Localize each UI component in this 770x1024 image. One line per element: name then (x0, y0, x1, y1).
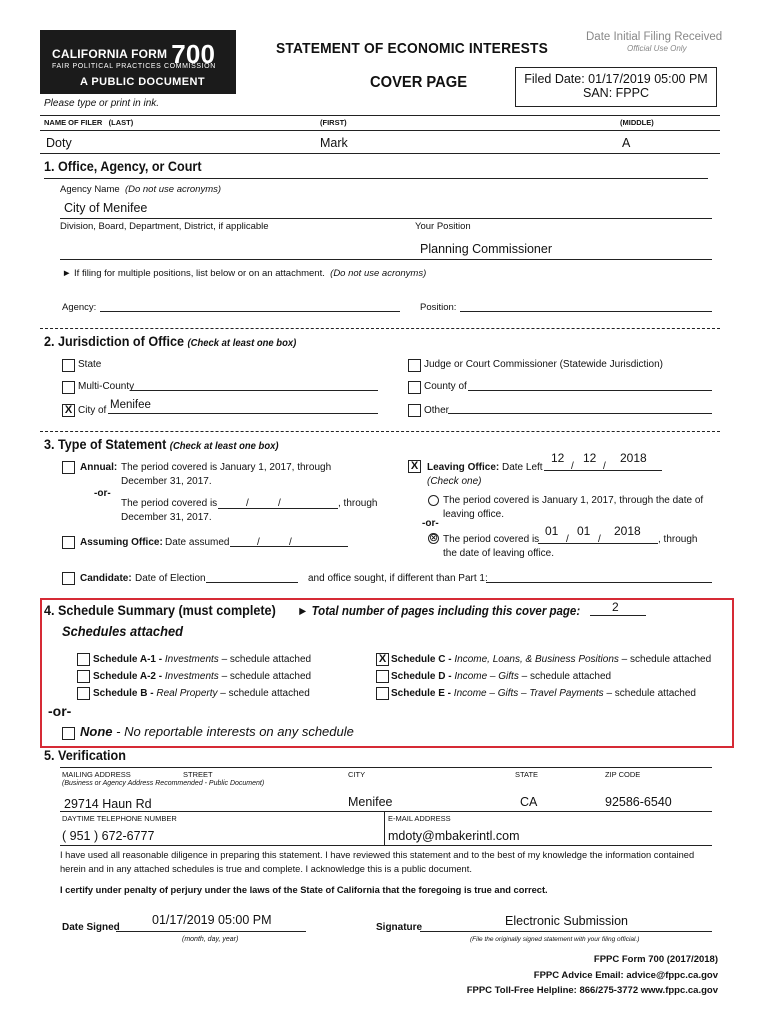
section4-heading: 4. Schedule Summary (must complete) (44, 602, 276, 618)
period-year[interactable]: 2018 (614, 524, 641, 538)
leaving-checkbox[interactable]: X (408, 460, 421, 473)
other-checkbox[interactable] (408, 404, 421, 417)
candidate-checkbox[interactable] (62, 572, 75, 585)
leaving-option-2-text: The period covered is (443, 534, 540, 545)
total-pages-label: ► Total number of pages including this cover page: (297, 604, 581, 618)
city-label: CITY (348, 770, 366, 779)
position-value[interactable]: Planning Commissioner (420, 242, 553, 256)
middle-label: (MIDDLE) (620, 118, 654, 127)
division-label: Division, Board, Department, District, if applicable (60, 221, 269, 232)
annual-label: Annual: (80, 462, 118, 473)
section3-heading: 3. Type of Statement (Check at least one box) (44, 436, 279, 452)
other-label: Other (424, 405, 450, 416)
schedule-d-label: Schedule D - Income – Gifts – schedule attached (391, 671, 612, 682)
form-number: 700 (171, 39, 216, 69)
form-badge (40, 30, 236, 94)
schedule-a1-checkbox[interactable] (77, 653, 90, 666)
election-date-label: Date of Election (135, 573, 206, 584)
email-value[interactable]: mdoty@mbakerintl.com (388, 829, 520, 843)
section2-heading: 2. Jurisdiction of Office (Check at least one box) (44, 333, 297, 349)
street-label: STREET (183, 770, 213, 779)
date-assumed-label: Date assumed (165, 537, 230, 548)
your-position-label: Your Position (415, 221, 471, 232)
date-signed-label: Date Signed (62, 922, 120, 933)
signature-hint: (File the originally signed statement with your filing official.) (470, 936, 640, 943)
zip-value[interactable]: 92586-6540 (605, 795, 672, 809)
multi-county-label: Multi-County (78, 381, 135, 392)
schedule-a2-checkbox[interactable] (77, 670, 90, 683)
schedules-attached-label: Schedules attached (62, 623, 183, 639)
none-checkbox[interactable] (62, 727, 75, 740)
agency-name-value[interactable]: City of Menifee (64, 201, 148, 215)
county-label: County of (424, 381, 467, 392)
section1-heading: 1. Office, Agency, or Court (44, 158, 202, 174)
leaving-option-2-text-2: the date of leaving office. (443, 548, 555, 559)
position2-label: Position: (420, 302, 457, 313)
city-of-label: City of (78, 405, 107, 416)
period-through: , through (658, 534, 698, 545)
footer-helpline: FPPC Toll-Free Helpline: 866/275-3772 www.fppc.ca.gov (466, 985, 718, 996)
schedule-b-checkbox[interactable] (77, 687, 90, 700)
agency-name-label: Agency Name (Do not use acronyms) (60, 184, 222, 195)
leaving-label: Leaving Office: (427, 462, 500, 473)
signature-value[interactable]: Electronic Submission (505, 914, 628, 928)
public-document-label: A PUBLIC DOCUMENT (80, 76, 205, 88)
check-one-label: (Check one) (427, 476, 482, 487)
filed-date: Filed Date: 01/17/2019 05:00 PM (524, 72, 708, 86)
period-month[interactable]: 01 (545, 524, 559, 538)
section5-heading: 5. Verification (44, 747, 126, 763)
leaving-or: -or- (422, 518, 439, 529)
phone-value[interactable]: ( 951 ) 672-6777 (62, 829, 155, 843)
verification-statement-1: I have used all reasonable diligence in preparing this statement. I have reviewed this statement and to the best of my knowledge the information contained (60, 850, 695, 860)
san-label: SAN: FPPC (583, 86, 649, 100)
annual-text-2: December 31, 2017. (121, 476, 212, 487)
total-pages-value[interactable]: 2 (612, 600, 619, 614)
county-checkbox[interactable] (408, 381, 421, 394)
filer-middle-name[interactable]: A (622, 136, 631, 150)
assuming-checkbox[interactable] (62, 536, 75, 549)
multi-county-checkbox[interactable] (62, 381, 75, 394)
annual-or: -or- (94, 488, 111, 499)
date-left-month[interactable]: 12 (551, 451, 565, 465)
phone-label: DAYTIME TELEPHONE NUMBER (62, 814, 177, 823)
footer-advice-email: FPPC Advice Email: advice@fppc.ca.gov (533, 970, 718, 981)
leaving-option-1-radio[interactable] (428, 495, 439, 506)
form-label: CALIFORNIA FORM 700 (52, 39, 216, 69)
leaving-option-1-text-2: leaving office. (443, 509, 504, 520)
assuming-label: Assuming Office: (80, 537, 163, 548)
none-label: None - No reportable interests on any schedule (80, 724, 354, 739)
certify-statement: I certify under penalty of perjury under the laws of the State of California that the foregoing is true and correct. (60, 885, 548, 895)
mailing-address-label: MAILING ADDRESS (62, 770, 131, 779)
date-signed-value[interactable]: 01/17/2019 05:00 PM (152, 913, 272, 927)
schedule-c-label: Schedule C - Income, Loans, & Business Positions – schedule attached (391, 654, 712, 665)
street-value[interactable]: 29714 Haun Rd (64, 797, 152, 811)
filed-stamp (515, 67, 717, 107)
schedule-a2-label: Schedule A-2 - Investments – schedule attached (93, 671, 312, 682)
filer-first-name[interactable]: Mark (320, 136, 348, 150)
email-label: E-MAIL ADDRESS (388, 814, 451, 823)
candidate-label: Candidate: (80, 573, 132, 584)
annual-checkbox[interactable] (62, 461, 75, 474)
state-label: State (78, 359, 102, 370)
date-left-year[interactable]: 2018 (620, 451, 647, 465)
verification-statement-2: herein and in any attached schedules is true and complete. I acknowledge this is a public document. (60, 864, 472, 874)
judge-label: Judge or Court Commissioner (Statewide Jurisdiction) (424, 359, 663, 370)
office-sought-label: and office sought, if different than Part 1: (308, 573, 488, 584)
city-value[interactable]: Menifee (348, 795, 393, 809)
filer-last-name[interactable]: Doty (46, 136, 72, 150)
multiple-positions-note: ► If filing for multiple positions, list below or on an attachment. (Do not use acronyms) (62, 268, 427, 279)
footer-form-version: FPPC Form 700 (2017/2018) (593, 954, 718, 965)
schedule-b-label: Schedule B - Real Property – schedule attached (93, 688, 310, 699)
city-of-value[interactable]: Menifee (110, 399, 151, 411)
commission-label: FAIR POLITICAL PRACTICES COMMISSION (52, 63, 216, 70)
annual-text-1: The period covered is January 1, 2017, through (121, 462, 332, 473)
form-subtitle: COVER PAGE (370, 74, 468, 91)
annual-text-3: The period covered is (121, 498, 218, 509)
received-label: Date Initial Filing Received (586, 31, 723, 43)
first-label: (FIRST) (320, 118, 347, 127)
leaving-option-1-text: The period covered is January 1, 2017, through the date of (443, 495, 704, 506)
name-of-filer-label: NAME OF FILER (LAST) (44, 118, 134, 127)
address-hint: (Business or Agency Address Recommended - Public Document) (62, 780, 265, 787)
city-checkbox[interactable]: X (62, 404, 75, 417)
period-day[interactable]: 01 (577, 524, 591, 538)
agency2-label: Agency: (62, 302, 97, 313)
official-use-label: Official Use Only (627, 44, 687, 53)
schedule-or: -or- (48, 703, 72, 719)
date-left-label: Date Left (502, 462, 543, 473)
date-hint: (month, day, year) (182, 936, 239, 943)
schedule-e-checkbox[interactable] (376, 687, 389, 700)
zip-label: ZIP CODE (605, 770, 641, 779)
annual-through: , through (338, 498, 378, 509)
schedule-a1-label: Schedule A-1 - Investments – schedule attached (93, 654, 312, 665)
date-left-day[interactable]: 12 (583, 451, 597, 465)
signature-label: Signature (376, 922, 423, 933)
schedule-c-checkbox[interactable]: X (376, 653, 389, 666)
form-title: STATEMENT OF ECONOMIC INTERESTS (276, 40, 549, 57)
state-col-label: STATE (515, 770, 539, 779)
annual-text-4: December 31, 2017. (121, 512, 212, 523)
state-value[interactable]: CA (520, 795, 538, 809)
schedule-d-checkbox[interactable] (376, 670, 389, 683)
ink-instruction: Please type or print in ink. (44, 98, 160, 109)
leaving-option-2-radio[interactable]: ⊗ (429, 532, 439, 544)
state-checkbox[interactable] (62, 359, 75, 372)
schedule-e-label: Schedule E - Income – Gifts – Travel Payments – schedule attached (391, 688, 696, 699)
judge-checkbox[interactable] (408, 359, 421, 372)
